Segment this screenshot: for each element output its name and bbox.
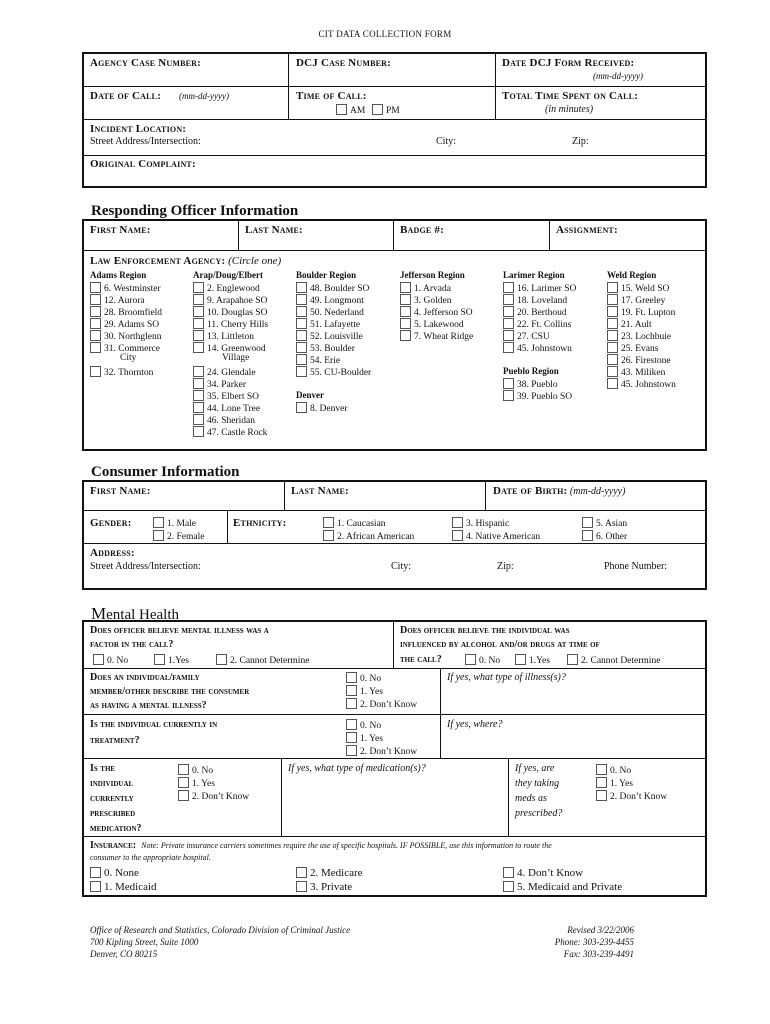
checkbox[interactable] xyxy=(596,790,607,801)
form-title: CIT DATA COLLECTION FORM xyxy=(318,29,452,39)
checkbox[interactable] xyxy=(193,414,204,425)
checkbox[interactable] xyxy=(193,294,204,305)
agency-option[interactable]: 19. Ft. Lupton xyxy=(607,306,675,319)
q5-text: prescribed xyxy=(90,808,136,819)
agency-option[interactable]: 28. Broomfield xyxy=(90,306,162,319)
agency-option[interactable]: 21. Ault xyxy=(607,318,652,331)
checkbox[interactable] xyxy=(90,342,101,353)
region-weld-title: Weld Region xyxy=(607,270,657,280)
incident-zip-field[interactable]: Zip: xyxy=(572,136,589,147)
officer-section-title: Responding Officer Information xyxy=(91,203,299,219)
agency-option[interactable]: 25. Evans xyxy=(607,342,658,355)
agency-option[interactable]: 1. Arvada xyxy=(400,282,451,295)
agency-option[interactable]: 26. Firestone xyxy=(607,354,671,367)
checkbox[interactable] xyxy=(193,342,204,353)
q1-cannot-determine-option[interactable]: 2. Cannot Determine xyxy=(216,654,309,667)
q3-ifyes-field[interactable]: If yes, what type of illness(s)? xyxy=(447,672,566,683)
q3-yes-option[interactable]: 1. Yes xyxy=(346,685,383,698)
checkbox[interactable] xyxy=(178,790,189,801)
checkbox[interactable] xyxy=(346,745,357,756)
checkbox[interactable] xyxy=(346,719,357,730)
checkbox[interactable] xyxy=(296,867,307,878)
checkbox[interactable] xyxy=(346,672,357,683)
agency-option[interactable]: 34. Parker xyxy=(193,378,246,391)
checkbox[interactable] xyxy=(193,426,204,437)
original-complaint-field[interactable]: Original Complaint: xyxy=(90,158,196,170)
checkbox[interactable] xyxy=(400,282,411,293)
agency-option[interactable]: 43. Miliken xyxy=(607,366,665,379)
checkbox[interactable] xyxy=(607,330,618,341)
consumer-first-name-field[interactable]: First Name: xyxy=(90,485,151,497)
checkbox[interactable] xyxy=(400,318,411,329)
pm-option[interactable]: PM xyxy=(372,104,400,117)
officer-first-name-field[interactable]: First Name: xyxy=(90,224,151,236)
total-time-field[interactable]: Total Time Spent on Call: xyxy=(502,90,639,102)
q2-cannot-determine-option[interactable]: 2. Cannot Determine xyxy=(567,654,660,667)
q2-text: the call? xyxy=(400,654,442,665)
checkbox[interactable] xyxy=(596,777,607,788)
ethnicity-option[interactable]: 4. Native American xyxy=(452,530,540,543)
agency-option[interactable]: 7. Wheat Ridge xyxy=(400,330,473,343)
insurance-medicaid-option[interactable]: 1. Medicaid xyxy=(90,881,157,893)
checkbox[interactable] xyxy=(193,330,204,341)
footer-phone: Phone: 303-239-4455 xyxy=(554,937,634,947)
agency-option[interactable]: 53. Boulder xyxy=(296,342,355,355)
checkbox[interactable] xyxy=(296,282,307,293)
q4-ifyes-field[interactable]: If yes, where? xyxy=(447,719,503,730)
gender-male-option[interactable]: 1. Male xyxy=(153,517,196,530)
gender-female-option[interactable]: 2. Female xyxy=(153,530,204,543)
agency-option[interactable]: 15. Weld SO xyxy=(607,282,669,295)
agency-option[interactable]: 27. CSU xyxy=(503,330,550,343)
footer-fax: Fax: 303-239-4491 xyxy=(563,949,634,959)
agency-option[interactable]: 18. Loveland xyxy=(503,294,567,307)
checkbox[interactable] xyxy=(346,685,357,696)
gender-label: Gender: xyxy=(90,517,132,529)
checkbox[interactable] xyxy=(296,330,307,341)
checkbox[interactable] xyxy=(193,390,204,401)
checkbox[interactable] xyxy=(296,354,307,365)
agency-option[interactable]: 46. Sheridan xyxy=(193,414,255,427)
checkbox[interactable] xyxy=(607,318,618,329)
insurance-dont-know-option[interactable]: 4. Don’t Know xyxy=(503,867,583,879)
total-time-unit: (in minutes) xyxy=(545,104,594,115)
checkbox[interactable] xyxy=(193,318,204,329)
mental-health-section-title: Mental Health xyxy=(91,604,180,623)
checkbox[interactable] xyxy=(154,654,165,665)
insurance-note: Note: Private insurance carriers sometimes require the use of specific hospitals. IF POSSIBLE, use this information to route the xyxy=(141,841,552,850)
q6-yes-option[interactable]: 1. Yes xyxy=(596,777,633,790)
checkbox[interactable] xyxy=(296,881,307,892)
q3-dont-know-option[interactable]: 2. Don’t Know xyxy=(346,698,417,711)
checkbox[interactable] xyxy=(90,881,101,892)
agency-option[interactable]: 51. Lafayette xyxy=(296,318,360,331)
insurance-none-option[interactable]: 0. None xyxy=(90,867,139,879)
ethnicity-label: Ethnicity: xyxy=(233,517,287,529)
checkbox[interactable] xyxy=(607,306,618,317)
q5-yes-option[interactable]: 1. Yes xyxy=(178,777,215,790)
q6-text: meds as xyxy=(515,793,547,804)
checkbox[interactable] xyxy=(90,294,101,305)
consumer-phone-field[interactable]: Phone Number: xyxy=(604,561,668,572)
incident-city-field[interactable]: City: xyxy=(436,136,457,147)
agency-option[interactable]: 47. Castle Rock xyxy=(193,426,267,439)
agency-option[interactable]: 52. Louisville xyxy=(296,330,363,343)
q2-text: influenced by alcohol and/or drugs at time of xyxy=(400,639,600,650)
footer-address: 700 Kipling Street, Suite 1000 xyxy=(90,937,199,947)
q4-yes-option[interactable]: 1. Yes xyxy=(346,732,383,745)
checkbox[interactable] xyxy=(323,530,334,541)
checkbox[interactable] xyxy=(178,777,189,788)
date-of-call-field[interactable]: Date of Call: xyxy=(90,90,162,102)
checkbox[interactable] xyxy=(296,402,307,413)
region-boulder-title: Boulder Region xyxy=(296,270,357,280)
q2-yes-option[interactable]: 1.Yes xyxy=(515,654,550,667)
date-form-received-field[interactable]: Date DCJ Form Received: xyxy=(502,57,635,69)
region-larimer-title: Larimer Region xyxy=(503,270,565,280)
ethnicity-option[interactable]: 6. Other xyxy=(582,530,627,543)
checkbox[interactable] xyxy=(193,366,204,377)
q3-no-option[interactable]: 0. No xyxy=(346,672,381,685)
checkbox[interactable] xyxy=(503,390,514,401)
q6-text: prescribed? xyxy=(515,808,563,819)
agency-option[interactable]: 35. Elbert SO xyxy=(193,390,259,403)
insurance-private-option[interactable]: 3. Private xyxy=(296,881,352,893)
agency-option[interactable]: 54. Erie xyxy=(296,354,340,367)
agency-option[interactable]: 45. Johnstown xyxy=(607,378,676,391)
officer-last-name-field[interactable]: Last Name: xyxy=(245,224,303,236)
region-jefferson-title: Jefferson Region xyxy=(400,270,465,280)
date-format-hint: (mm-dd-yyyy) xyxy=(593,71,643,81)
q2-no-option[interactable]: 0. No xyxy=(465,654,500,667)
agency-option[interactable]: 50. Nederland xyxy=(296,306,364,319)
agency-option[interactable]: 2. Englewood xyxy=(193,282,260,295)
checkbox[interactable] xyxy=(193,282,204,293)
checkbox[interactable] xyxy=(193,402,204,413)
checkbox[interactable] xyxy=(178,764,189,775)
checkbox[interactable] xyxy=(296,306,307,317)
footer-office: Office of Research and Statistics, Colorado Division of Criminal Justice xyxy=(90,925,351,935)
agency-option[interactable]: 48. Boulder SO xyxy=(296,282,369,295)
consumer-last-name-field[interactable]: Last Name: xyxy=(291,485,349,497)
date-format-hint: (mm-dd-yyyy) xyxy=(179,91,229,101)
footer-city: Denver, CO 80215 xyxy=(90,949,158,959)
region-denver-title: Denver xyxy=(296,390,324,400)
q5-text: medication? xyxy=(90,823,142,834)
incident-location-label: Incident Location: xyxy=(90,123,187,135)
agency-option[interactable]: 17. Greeley xyxy=(607,294,665,307)
insurance-medicaid-private-option[interactable]: 5. Medicaid and Private xyxy=(503,881,622,893)
checkbox[interactable] xyxy=(153,517,164,528)
address-label: Address: xyxy=(90,547,135,559)
agency-option[interactable]: 39. Pueblo SO xyxy=(503,390,572,403)
agency-option[interactable]: 23. Lochbuie xyxy=(607,330,671,343)
agency-option[interactable]: 55. CU-Boulder xyxy=(296,366,371,379)
agency-option[interactable]: 44. Lone Tree xyxy=(193,402,260,415)
am-checkbox[interactable] xyxy=(336,104,347,115)
consumer-dob-field[interactable]: Date of Birth: (mm-dd-yyyy) xyxy=(493,485,626,497)
q5-no-option[interactable]: 0. No xyxy=(178,764,213,777)
agency-option[interactable]: 30. Northglenn xyxy=(90,330,162,343)
checkbox[interactable] xyxy=(153,530,164,541)
q4-dont-know-option[interactable]: 2. Don’t Know xyxy=(346,745,417,758)
checkbox[interactable] xyxy=(515,654,526,665)
q5-text: individual xyxy=(90,778,134,789)
agency-option[interactable]: 8. Denver xyxy=(296,402,347,415)
checkbox[interactable] xyxy=(193,378,204,389)
consumer-zip-field[interactable]: Zip: xyxy=(497,561,514,572)
region-pueblo-title: Pueblo Region xyxy=(503,366,559,376)
q6-text: If yes, are xyxy=(515,763,555,774)
agency-option[interactable]: 45. Johnstown xyxy=(503,342,572,355)
checkbox[interactable] xyxy=(193,306,204,317)
ethnicity-option[interactable]: 1. Caucasian xyxy=(323,517,386,530)
checkbox[interactable] xyxy=(452,517,463,528)
region-arap-title: Arap/Doug/Elbert xyxy=(193,270,264,280)
checkbox[interactable] xyxy=(607,366,618,377)
ethnicity-option[interactable]: 5. Asian xyxy=(582,517,627,530)
badge-field[interactable]: Badge #: xyxy=(400,224,444,236)
agency-option[interactable]: 11. Cherry Hills xyxy=(193,318,268,331)
q6-dont-know-option[interactable]: 2. Don’t Know xyxy=(596,790,667,803)
q3-text: as having a mental illness? xyxy=(90,700,207,711)
q4-text: Is the individual currently in xyxy=(90,719,218,730)
checkbox[interactable] xyxy=(93,654,104,665)
pm-checkbox[interactable] xyxy=(372,104,383,115)
consumer-street-field[interactable]: Street Address/Intersection: xyxy=(90,561,201,572)
agency-label: Law Enforcement Agency: (Circle one) xyxy=(90,255,282,267)
agency-option[interactable]: 29. Adams SO xyxy=(90,318,159,331)
q5-medication-field[interactable]: If yes, what type of medication(s)? xyxy=(288,763,426,774)
checkbox[interactable] xyxy=(607,282,618,293)
agency-option-cont: Village xyxy=(222,353,250,363)
checkbox[interactable] xyxy=(503,282,514,293)
checkbox[interactable] xyxy=(503,342,514,353)
q1-text: factor in the call? xyxy=(90,639,174,650)
agency-option[interactable]: 14. Greenwood xyxy=(193,342,266,355)
insurance-label-row: Insurance: Note: Private insurance carriers sometimes require the use of specific hospitals. IF POSSIBLE, use this information to route the xyxy=(90,840,552,851)
checkbox[interactable] xyxy=(567,654,578,665)
q3-text: member/other describe the consumer xyxy=(90,686,250,697)
q2-text: Does officer believe the individual was xyxy=(400,625,570,636)
q6-text: they taking xyxy=(515,778,560,789)
agency-option[interactable]: 10. Douglas SO xyxy=(193,306,267,319)
q5-dont-know-option[interactable]: 2. Don’t Know xyxy=(178,790,249,803)
ethnicity-option[interactable]: 2. African American xyxy=(323,530,414,543)
checkbox[interactable] xyxy=(607,378,618,389)
agency-option[interactable]: 38. Pueblo xyxy=(503,378,558,391)
time-of-call-field[interactable]: Time of Call: xyxy=(296,90,367,102)
region-adams-title: Adams Region xyxy=(90,270,147,280)
consumer-city-field[interactable]: City: xyxy=(391,561,412,572)
checkbox[interactable] xyxy=(400,294,411,305)
incident-street-field[interactable]: Street Address/Intersection: xyxy=(90,136,201,147)
checkbox[interactable] xyxy=(503,330,514,341)
agency-option-cont: City xyxy=(120,353,137,363)
agency-option[interactable]: 31. Commerce xyxy=(90,342,160,355)
checkbox[interactable] xyxy=(90,318,101,329)
ethnicity-option[interactable]: 3. Hispanic xyxy=(452,517,509,530)
checkbox[interactable] xyxy=(400,330,411,341)
checkbox[interactable] xyxy=(90,366,101,377)
q4-no-option[interactable]: 0. No xyxy=(346,719,381,732)
assignment-field[interactable]: Assignment: xyxy=(556,224,618,236)
checkbox[interactable] xyxy=(323,517,334,528)
q1-no-option[interactable]: 0. No xyxy=(93,654,128,667)
checkbox[interactable] xyxy=(607,294,618,305)
q5-text: Is the xyxy=(90,763,116,774)
checkbox[interactable] xyxy=(296,342,307,353)
checkbox[interactable] xyxy=(503,294,514,305)
agency-option[interactable]: 16. Larimer SO xyxy=(503,282,576,295)
checkbox[interactable] xyxy=(346,698,357,709)
checkbox[interactable] xyxy=(346,732,357,743)
agency-option[interactable]: 9. Arapahoe SO xyxy=(193,294,267,307)
checkbox[interactable] xyxy=(90,306,101,317)
agency-option[interactable]: 5. Lakewood xyxy=(400,318,464,331)
am-option[interactable]: AM xyxy=(336,104,365,117)
checkbox[interactable] xyxy=(503,881,514,892)
checkbox[interactable] xyxy=(503,867,514,878)
q3-text: Does an individual/family xyxy=(90,672,200,683)
checkbox[interactable] xyxy=(216,654,227,665)
q1-yes-option[interactable]: 1.Yes xyxy=(154,654,189,667)
checkbox[interactable] xyxy=(465,654,476,665)
checkbox[interactable] xyxy=(503,306,514,317)
checkbox[interactable] xyxy=(607,342,618,353)
insurance-note: consumer to the appropriate hospital. xyxy=(90,853,211,862)
q4-text: treatment? xyxy=(90,735,140,746)
checkbox[interactable] xyxy=(607,354,618,365)
agency-option[interactable]: 32. Thornton xyxy=(90,366,153,379)
consumer-section-title: Consumer Information xyxy=(91,464,240,480)
agency-option[interactable]: 24. Glendale xyxy=(193,366,256,379)
checkbox[interactable] xyxy=(296,318,307,329)
agency-option[interactable]: 3. Golden xyxy=(400,294,451,307)
agency-option[interactable]: 49. Longmont xyxy=(296,294,364,307)
agency-option[interactable]: 20. Berthoud xyxy=(503,306,567,319)
checkbox[interactable] xyxy=(90,330,101,341)
checkbox[interactable] xyxy=(596,764,607,775)
q6-no-option[interactable]: 0. No xyxy=(596,764,631,777)
q1-text: Does officer believe mental illness was a xyxy=(90,625,269,636)
checkbox[interactable] xyxy=(582,517,593,528)
checkbox[interactable] xyxy=(503,378,514,389)
agency-case-number-field[interactable]: Agency Case Number: xyxy=(90,57,202,69)
agency-option[interactable]: 6. Westminster xyxy=(90,282,161,295)
agency-option[interactable]: 13. Littleton xyxy=(193,330,254,343)
checkbox[interactable] xyxy=(90,282,101,293)
insurance-medicare-option[interactable]: 2. Medicare xyxy=(296,867,363,879)
checkbox[interactable] xyxy=(296,294,307,305)
agency-option[interactable]: 4. Jefferson SO xyxy=(400,306,473,319)
q5-text: currently xyxy=(90,793,134,804)
checkbox[interactable] xyxy=(582,530,593,541)
checkbox[interactable] xyxy=(503,318,514,329)
checkbox[interactable] xyxy=(296,366,307,377)
agency-option[interactable]: 22. Ft. Collins xyxy=(503,318,571,331)
dcj-case-number-field[interactable]: DCJ Case Number: xyxy=(296,57,391,69)
checkbox[interactable] xyxy=(452,530,463,541)
checkbox[interactable] xyxy=(400,306,411,317)
footer-revised: Revised 3/22/2006 xyxy=(567,925,634,935)
checkbox[interactable] xyxy=(90,867,101,878)
agency-option[interactable]: 12. Aurora xyxy=(90,294,145,307)
